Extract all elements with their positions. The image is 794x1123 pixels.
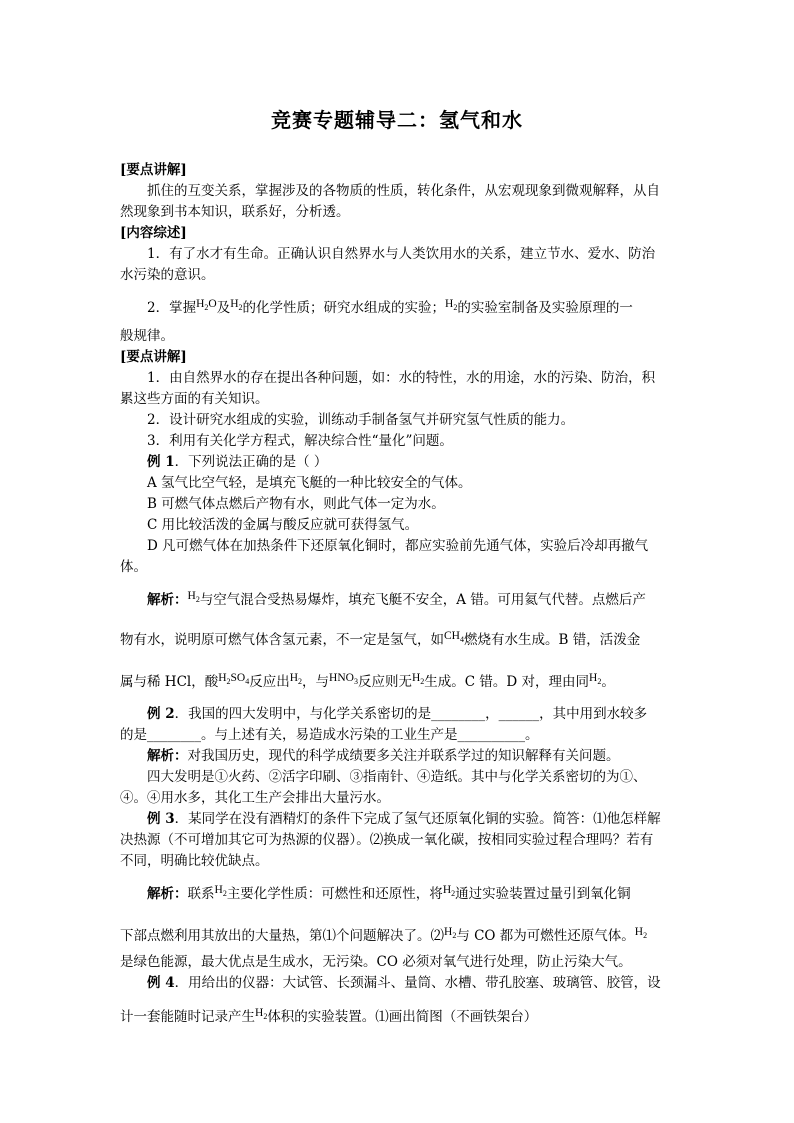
formula: $H_2$	[442, 884, 456, 898]
formula: $H_2$	[634, 926, 648, 940]
text-line: 然现象到书本知识，联系好，分析透。	[120, 204, 350, 220]
formula: $H_2O$	[196, 298, 217, 312]
text-line: 般规律。	[120, 328, 174, 344]
formula: $H_2$	[214, 884, 227, 898]
text-line: 3．利用有关化学方程式，解决综合性“量化”问题。	[147, 433, 453, 449]
text-line: 体。	[120, 559, 147, 575]
formula: $H_2SO_4$	[218, 672, 250, 686]
text-line: 决热源（不可增加其它可为热源的仪器）。⑵换成一氧化碳，按相同实验过程合理吗？若有	[120, 832, 654, 848]
text-line: 下部点燃利用其放出的大量热，第⑴个问题解决了。$⑵H_2$与 CO 都为可燃性还原气体。$H_2$	[120, 926, 648, 944]
text-line: 例 2．我国的四大发明中，与化学关系密切的是________，______，其中用到水较多	[147, 706, 648, 722]
formula: $H_2$	[255, 1007, 268, 1021]
text-line: 物有水，说明原可燃气体含氢元素，不一定是氢气，如$CH_4$燃烧有水生成。B 错，活泼金	[120, 630, 641, 648]
text-line: 例 3．某同学在没有酒精灯的条件下完成了氢气还原氧化铜的实验。简答：⑴他怎样解	[147, 811, 661, 827]
text-line: 是绿色能源，最大优点是生成水，无污染。CO 必须对氧气进行处理，防止污染大气。	[120, 954, 632, 970]
text-line: [要点讲解]	[120, 349, 187, 365]
formula: $CH_4$	[444, 630, 464, 644]
text-line: 不同，明确比较优缺点。	[120, 853, 269, 869]
formula: $H_2$	[445, 298, 458, 312]
text-line: C 用比较活泼的金属与酸反应就可获得氢气。	[147, 517, 419, 533]
text-line: 抓住的互变关系，掌握涉及的各物质的性质，转化条件，从宏观现象到微观解释，从自	[147, 183, 660, 199]
formula: $H_2$	[230, 298, 243, 312]
text-line: 2．掌握$H_2O$及$H_2$的化学性质；研究水组成的实验；$H_2$的实验室制备及实验原理的一	[147, 298, 633, 316]
text-line: 水污染的意识。	[120, 267, 215, 283]
text-line: B 可燃气体点燃后产物有水，则此气体一定为水。	[147, 496, 445, 512]
text-line: [要点讲解]	[120, 162, 187, 178]
formula: $H_2$	[187, 590, 200, 604]
text-line: 例 1．下列说法正确的是（ ）	[147, 454, 328, 470]
text-line: 例 4．用给出的仪器：大试管、长颈漏斗、量筒、水槽、带孔胶塞、玻璃管、胶管，设	[147, 975, 661, 991]
formula: $H_2$	[289, 672, 303, 686]
text-line: 四大发明是①火药、②活字印刷、③指南针、④造纸。其中与化学关系密切的为①、	[147, 769, 647, 785]
text-line: A 氢气比空气轻，是填充飞艇的一种比较安全的气体。	[147, 475, 472, 491]
formula: $H_2$	[411, 672, 425, 686]
text-line: 计一套能随时记录产生$H_2$体积的实验装置。⑴画出简图（不画铁架台）	[120, 1007, 538, 1025]
text-line: 解析：联系$H_2$主要化学性质：可燃性和还原性，将$H_2$通过实验装置过量引到氧化铜	[147, 884, 631, 902]
formula: $H_2$	[589, 672, 602, 686]
text-line: ④。④用水多，其化工生产会排出大量污水。	[120, 790, 390, 806]
document-title: 竞赛专题辅导二：氢气和水	[271, 108, 523, 132]
text-line: 2．设计研究水组成的实验，训练动手制备氢气并研究氢气性质的能力。	[147, 412, 575, 428]
text-line: 的是________。与上述有关，易造成水污染的工业生产是__________。	[120, 727, 539, 743]
text-line: 1．由自然界水的存在提出各种问题，如：水的特性，水的用途，水的污染、防治，积	[147, 370, 656, 386]
formula: $HNO_3$	[329, 672, 358, 686]
text-line: 解析：对我国历史，现代的科学成绩要多关注并联系学过的知识解释有关问题。	[147, 748, 620, 764]
text-line: 解析：$H_2$与空气混合受热易爆炸，填充飞艇不安全，A 错。可用氦气代替。点燃后产	[147, 590, 646, 608]
text-line: 累这些方面的有关知识。	[120, 391, 269, 407]
text-line: 属与稀 HCl，酸$H_2SO_4$反应出$H_2$，与$HNO_3$反应则无$H_2$生成。C 错。D 对，理由同$H_2$。	[120, 672, 615, 690]
text-line: [内容综述]	[120, 225, 187, 241]
formula: $H_2$	[444, 926, 457, 940]
text-line: 1．有了水才有生命。正确认识自然界水与人类饮用水的关系，建立节水、爱水、防治	[147, 246, 656, 262]
text-line: D 凡可燃气体在加热条件下还原氧化铜时，都应实验前先通气体，实验后冷却再撤气	[147, 538, 649, 554]
